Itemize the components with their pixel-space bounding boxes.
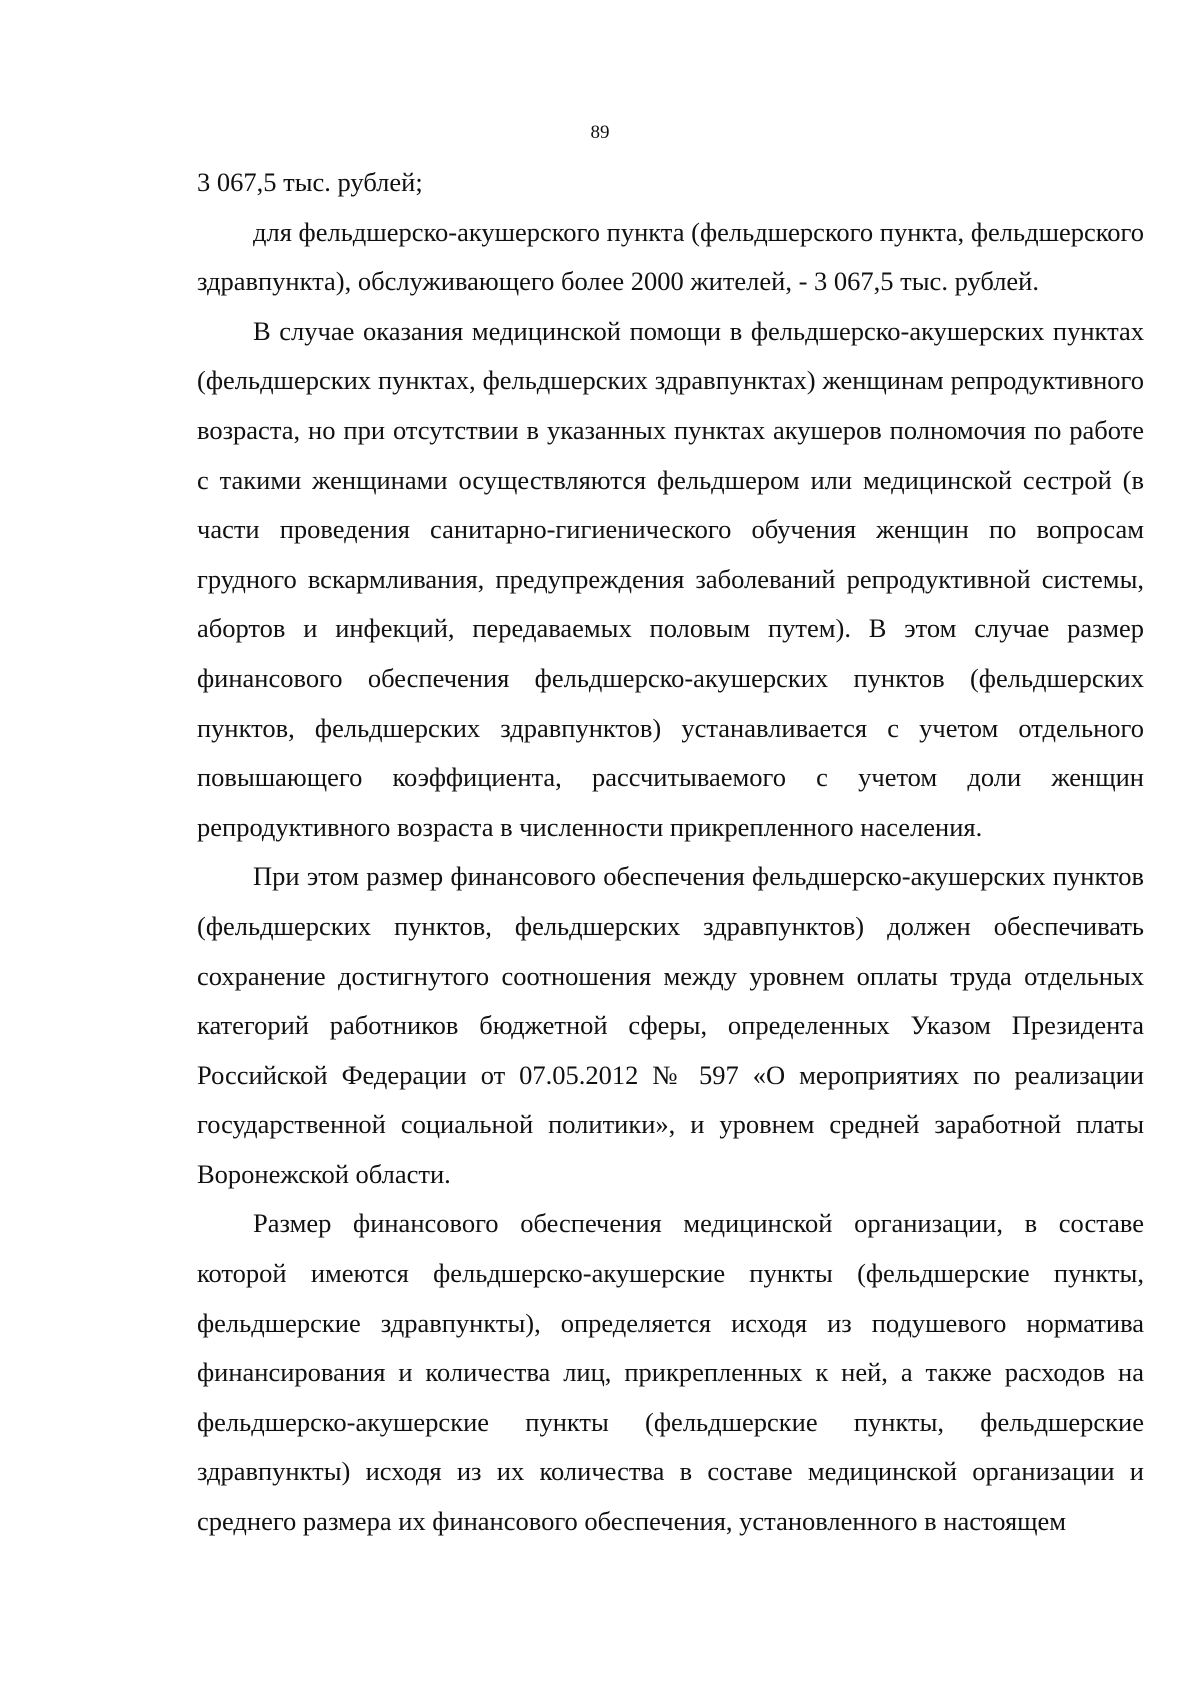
paragraph-continuation: 3 067,5 тыс. рублей;: [197, 167, 423, 197]
paragraph-wage-ratio: При этом размер финансового обеспечения фельдшерско-акушерских пунктов (фельдшерских пунктов, фельдшерских здравпунктов) должен обеспечивать сохранение достигнутого соотношения между уровнем оплаты труда отдельных категорий работников бюджетной сферы, определенных Указом Президента Российской Федерации от 07.05.2012 № 597 «О мероприятиях по реализации государственной социальной политики», и уровнем средней заработной платы Воронежской области.: [197, 861, 1144, 1189]
page-number: 89: [590, 122, 610, 143]
paragraph-reproductive-women: В случае оказания медицинской помощи в фельдшерско-акушерских пунктах (фельдшерских пунктах, фельдшерских здравпунктах) женщинам репродуктивного возраста, но при отсутствии в указанных пунктах акушеров полномочия по работе с такими женщинами осуществляются фельдшером или медицинской сестрой (в части проведения санитарно-гигиенического обучения женщин по вопросам грудного вскармливания, предупреждения заболеваний репродуктивной системы, абортов и инфекций, передаваемых половым путем). В этом случае размер финансового обеспечения фельдшерско-акушерских пунктов (фельдшерских пунктов, фельдшерских здравпунктов) устанавливается с учетом отдельного повышающего коэффициента, рассчитываемого с учетом доли женщин репродуктивного возраста в численности прикрепленного населения.: [197, 315, 1144, 842]
paragraph-fap-2000-residents: для фельдшерско-акушерского пункта (фельдшерского пункта, фельдшерского здравпункта), обслуживающего более 2000 жителей, - 3 067,5 тыс. рублей.: [197, 216, 1144, 297]
document-body: [197, 158, 1144, 1547]
paragraph-org-financing: Размер финансового обеспечения медицинской организации, в составе которой имеются фельдшерско-акушерские пункты (фельдшерские пункты, фельдшерские здравпункты), определяется исходя из подушевого норматива финансирования и количества лиц, прикрепленных к ней, а также расходов на фельдшерско-акушерские пункты (фельдшерские пункты, фельдшерские здравпункты) исходя из их количества в составе медицинской организации и среднего размера их финансового обеспечения, установленного в настоящем: [197, 1208, 1144, 1537]
